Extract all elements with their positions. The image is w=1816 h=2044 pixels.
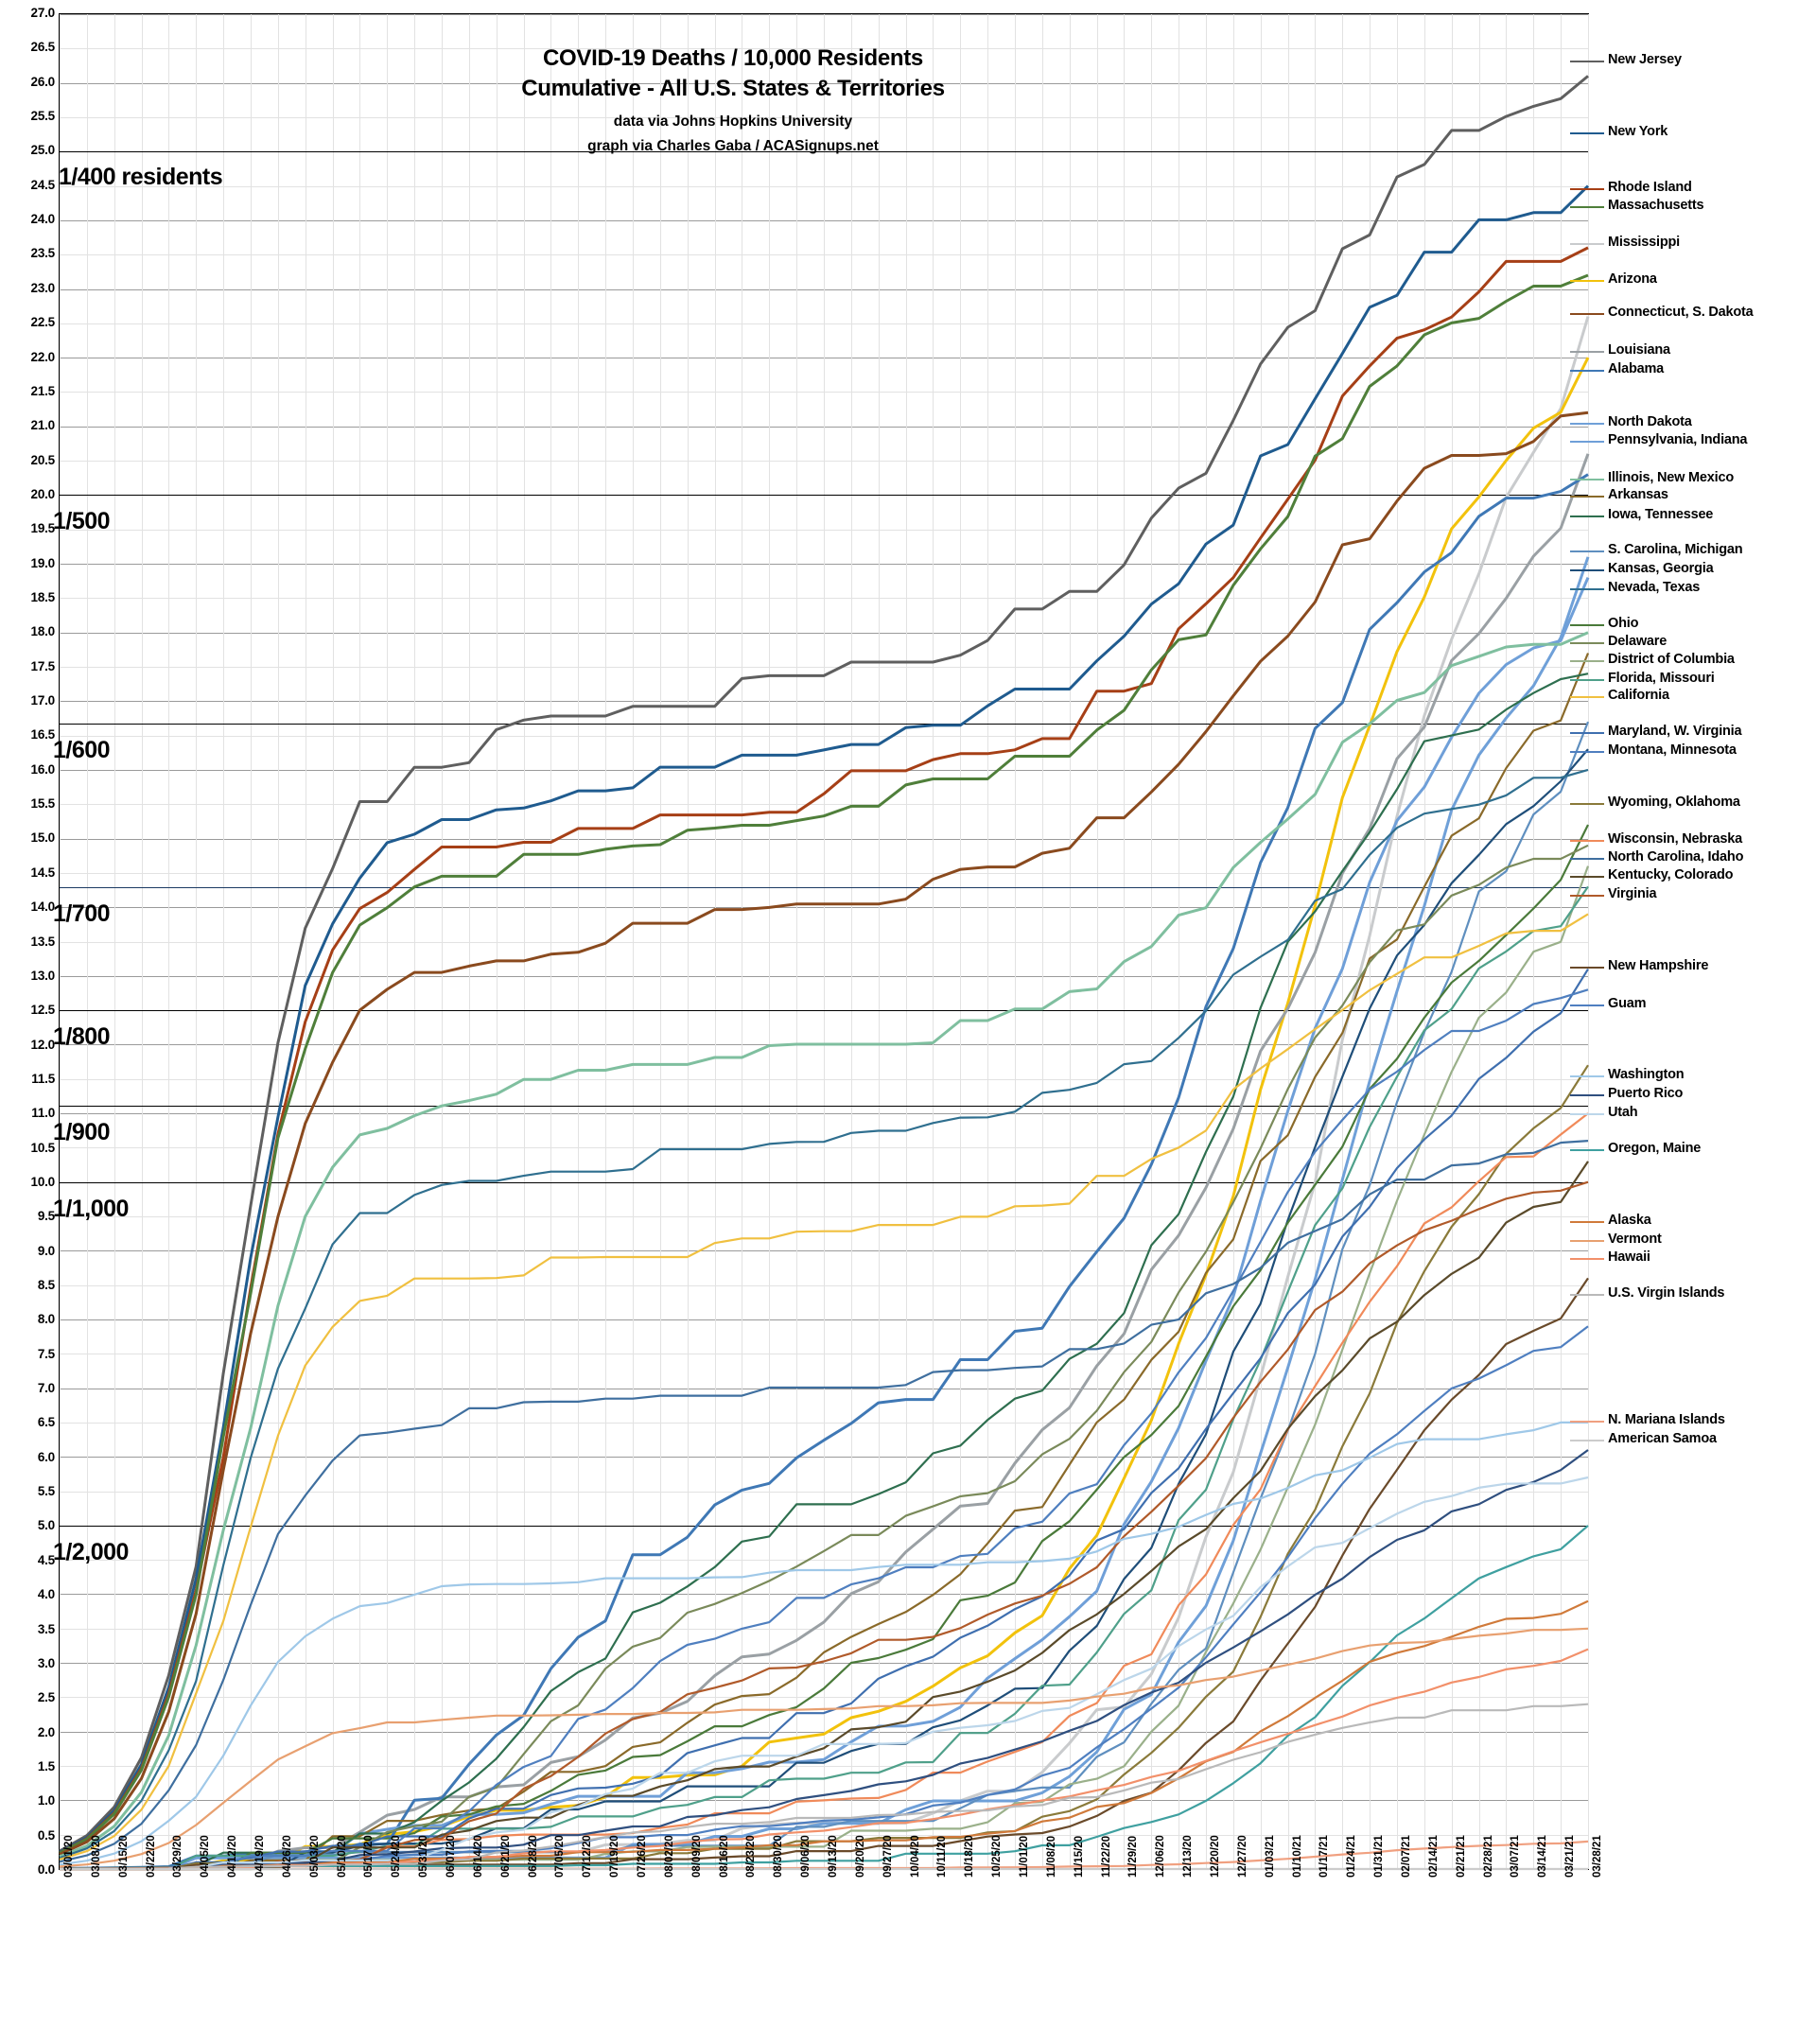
series-label-wisconsin-nebraska: Wisconsin, Nebraska xyxy=(1608,831,1742,847)
series-label-puerto-rico: Puerto Rico xyxy=(1608,1086,1684,1101)
y-tick-label: 11.5 xyxy=(31,1071,55,1086)
x-tick-label: 03/29/20 xyxy=(172,1835,184,1878)
plot-area xyxy=(59,13,1589,1870)
series-label-delaware: Delaware xyxy=(1608,634,1668,649)
series-connector xyxy=(1570,696,1604,698)
series-label-n-mariana-islands: N. Mariana Islands xyxy=(1608,1412,1725,1427)
ratio-annotation: 1/400 residents xyxy=(59,164,223,191)
x-tick-label: 06/07/20 xyxy=(445,1835,457,1878)
x-tick-label: 09/20/20 xyxy=(854,1835,866,1878)
series-connector xyxy=(1570,1440,1604,1441)
y-tick-label: 4.5 xyxy=(37,1552,55,1567)
x-tick-label: 05/24/20 xyxy=(391,1835,403,1878)
y-tick-label: 20.5 xyxy=(30,452,55,467)
y-tick-label: 2.5 xyxy=(37,1690,55,1705)
series-label-wyoming-oklahoma: Wyoming, Oklahoma xyxy=(1608,795,1740,810)
series-connector xyxy=(1570,1113,1604,1115)
y-tick-label: 14.0 xyxy=(30,900,55,915)
ratio-annotation: 1/1,000 xyxy=(53,1195,129,1222)
y-tick-label: 5.0 xyxy=(37,1518,55,1533)
ratio-annotation: 1/800 xyxy=(53,1023,111,1051)
y-tick-label: 17.5 xyxy=(30,658,55,673)
x-tick-label: 03/21/21 xyxy=(1564,1835,1577,1878)
ratio-annotation: 1/700 xyxy=(53,900,111,928)
series-label-virginia: Virginia xyxy=(1608,886,1657,901)
series-label-connecticut-s-dakota: Connecticut, S. Dakota xyxy=(1608,305,1754,320)
y-tick-label: 14.5 xyxy=(30,865,55,880)
chart-subtitle: Cumulative - All U.S. States & Territories xyxy=(521,76,945,101)
series-connector xyxy=(1570,642,1604,644)
series-line xyxy=(60,654,1588,1870)
series-label-oregon-maine: Oregon, Maine xyxy=(1608,1141,1702,1156)
series-label-alaska: Alaska xyxy=(1608,1213,1651,1228)
series-connector xyxy=(1570,370,1604,372)
series-connector xyxy=(1570,1221,1604,1223)
x-tick-label: 02/14/21 xyxy=(1427,1835,1440,1878)
x-tick-label: 02/28/21 xyxy=(1482,1835,1494,1878)
series-line xyxy=(60,76,1588,1851)
y-tick-label: 16.0 xyxy=(30,761,55,777)
series-label-new-jersey: New Jersey xyxy=(1608,52,1682,67)
series-connector xyxy=(1570,479,1604,480)
series-label-illinois-new-mexico: Illinois, New Mexico xyxy=(1608,470,1734,485)
x-tick-label: 04/12/20 xyxy=(227,1835,239,1878)
y-tick-label: 0.5 xyxy=(37,1827,55,1843)
x-tick-label: 08/30/20 xyxy=(773,1835,785,1878)
ratio-annotation: 1/600 xyxy=(53,737,111,764)
series-connector xyxy=(1570,803,1604,805)
x-tick-label: 11/08/20 xyxy=(1045,1835,1057,1878)
series-connector xyxy=(1570,1421,1604,1423)
y-tick-label: 21.5 xyxy=(30,383,55,398)
y-tick-label: 15.5 xyxy=(30,796,55,812)
chart-title-block xyxy=(430,45,1036,155)
series-label-kentucky-colorado: Kentucky, Colorado xyxy=(1608,867,1734,882)
x-tick-label: 11/22/20 xyxy=(1100,1835,1112,1878)
series-connector xyxy=(1570,280,1604,282)
series-line xyxy=(60,1450,1588,1869)
series-label-louisiana: Louisiana xyxy=(1608,342,1670,358)
series-label-arizona: Arizona xyxy=(1608,271,1657,287)
series-connector xyxy=(1570,188,1604,190)
x-tick-label: 05/03/20 xyxy=(308,1835,321,1878)
series-connector xyxy=(1570,1258,1604,1260)
series-label-ohio: Ohio xyxy=(1608,616,1639,631)
series-label-s-carolina-michigan: S. Carolina, Michigan xyxy=(1608,542,1743,557)
series-label-washington: Washington xyxy=(1608,1067,1685,1082)
x-tick-label: 09/13/20 xyxy=(828,1835,839,1878)
series-line xyxy=(60,1113,1588,1869)
series-connector xyxy=(1570,1094,1604,1096)
x-tick-label: 07/19/20 xyxy=(609,1835,621,1878)
series-connector xyxy=(1570,1240,1604,1242)
y-tick-label: 27.0 xyxy=(30,6,55,20)
series-line xyxy=(60,866,1588,1869)
x-tick-label: 05/31/20 xyxy=(418,1835,430,1878)
series-label-new-hampshire: New Hampshire xyxy=(1608,958,1709,973)
y-tick-label: 19.5 xyxy=(30,521,55,536)
series-connector xyxy=(1570,1149,1604,1151)
series-connector xyxy=(1570,351,1604,353)
series-lines xyxy=(60,14,1588,1869)
y-tick-label: 2.0 xyxy=(37,1724,55,1739)
x-tick-label: 12/13/20 xyxy=(1182,1835,1195,1878)
data-source: data via Johns Hopkins University xyxy=(613,114,853,130)
y-tick-label: 5.5 xyxy=(37,1484,55,1499)
y-tick-label: 4.0 xyxy=(37,1587,55,1602)
x-tick-label: 03/07/21 xyxy=(1510,1835,1522,1878)
x-tick-label: 02/21/21 xyxy=(1455,1835,1467,1878)
series-line xyxy=(60,186,1588,1853)
x-tick-label: 09/27/20 xyxy=(882,1835,894,1878)
y-tick-label: 23.0 xyxy=(30,280,55,295)
y-tick-label: 9.0 xyxy=(37,1243,55,1258)
series-connector xyxy=(1570,423,1604,425)
series-label-district-of-columbia: District of Columbia xyxy=(1608,652,1735,667)
x-tick-label: 12/06/20 xyxy=(1155,1835,1167,1878)
y-tick-label: 23.5 xyxy=(30,246,55,261)
y-tick-label: 7.0 xyxy=(37,1381,55,1396)
y-tick-label: 12.0 xyxy=(30,1037,55,1052)
x-tick-label: 03/01/20 xyxy=(63,1835,75,1878)
y-tick-label: 3.5 xyxy=(37,1621,55,1636)
series-label-utah: Utah xyxy=(1608,1105,1638,1120)
series-connector xyxy=(1570,1005,1604,1006)
y-tick-label: 20.0 xyxy=(30,486,55,501)
series-connector xyxy=(1570,61,1604,62)
series-label-arkansas: Arkansas xyxy=(1608,487,1668,502)
series-connector xyxy=(1570,660,1604,662)
series-connector xyxy=(1570,206,1604,208)
y-tick-label: 17.0 xyxy=(30,693,55,708)
x-tick-label: 11/01/20 xyxy=(1019,1835,1030,1878)
x-tick-label: 08/09/20 xyxy=(690,1835,703,1878)
x-tick-label: 10/11/20 xyxy=(936,1835,949,1878)
y-tick-label: 6.5 xyxy=(37,1415,55,1430)
y-tick-label: 12.5 xyxy=(30,1003,55,1018)
x-tick-label: 07/12/20 xyxy=(582,1835,594,1878)
x-tick-label: 01/24/21 xyxy=(1346,1835,1358,1878)
series-label-kansas-georgia: Kansas, Georgia xyxy=(1608,561,1714,576)
y-tick-label: 8.0 xyxy=(37,1312,55,1327)
x-tick-label: 03/28/21 xyxy=(1592,1835,1603,1878)
series-connector xyxy=(1570,550,1604,552)
y-tick-label: 1.5 xyxy=(37,1758,55,1773)
series-connector xyxy=(1570,840,1604,842)
y-tick-label: 16.5 xyxy=(30,727,55,742)
x-tick-label: 10/25/20 xyxy=(991,1835,1004,1878)
series-label-u-s-virgin-islands: U.S. Virgin Islands xyxy=(1608,1285,1725,1301)
series-label-north-dakota: North Dakota xyxy=(1608,414,1692,429)
series-connector xyxy=(1570,858,1604,860)
y-tick-label: 18.0 xyxy=(30,624,55,639)
x-tick-label: 08/23/20 xyxy=(745,1835,758,1878)
series-connector xyxy=(1570,1075,1604,1077)
x-tick-label: 06/28/20 xyxy=(527,1835,539,1878)
x-tick-label: 02/07/21 xyxy=(1401,1835,1412,1878)
series-connector xyxy=(1570,496,1604,498)
x-tick-label: 08/16/20 xyxy=(718,1835,730,1878)
x-tick-label: 05/10/20 xyxy=(336,1835,348,1878)
series-connector xyxy=(1570,441,1604,443)
x-tick-label: 11/15/20 xyxy=(1073,1835,1085,1878)
series-connector xyxy=(1570,967,1604,969)
x-tick-label: 10/04/20 xyxy=(909,1835,921,1878)
series-label-iowa-tennessee: Iowa, Tennessee xyxy=(1608,507,1714,522)
x-tick-label: 07/05/20 xyxy=(554,1835,567,1878)
chart-title: COVID-19 Deaths / 10,000 Residents xyxy=(543,45,923,71)
y-tick-label: 6.0 xyxy=(37,1449,55,1464)
graph-credit: graph via Charles Gaba / ACASignups.net xyxy=(587,138,879,154)
series-connector xyxy=(1570,515,1604,517)
series-line xyxy=(60,412,1588,1854)
series-line xyxy=(60,1423,1588,1864)
x-tick-label: 04/05/20 xyxy=(200,1835,212,1878)
x-tick-label: 01/31/21 xyxy=(1373,1835,1386,1878)
series-label-montana-minnesota: Montana, Minnesota xyxy=(1608,742,1737,758)
series-line xyxy=(60,454,1588,1869)
y-tick-label: 26.5 xyxy=(30,40,55,55)
x-tick-label: 11/29/20 xyxy=(1127,1835,1140,1878)
y-tick-label: 3.0 xyxy=(37,1655,55,1670)
series-label-florida-missouri: Florida, Missouri xyxy=(1608,671,1715,686)
x-tick-label: 12/20/20 xyxy=(1210,1835,1221,1878)
series-connector xyxy=(1570,1294,1604,1296)
series-connector xyxy=(1570,569,1604,571)
series-label-maryland-w-virginia: Maryland, W. Virginia xyxy=(1608,724,1742,739)
series-connector xyxy=(1570,132,1604,134)
x-tick-label: 03/15/20 xyxy=(117,1835,130,1878)
series-line xyxy=(60,248,1588,1853)
ratio-annotation: 1/900 xyxy=(53,1119,111,1146)
ratio-annotation: 1/500 xyxy=(53,507,111,534)
x-tick-label: 03/08/20 xyxy=(90,1835,102,1878)
y-tick-label: 22.0 xyxy=(30,349,55,364)
x-tick-label: 03/14/21 xyxy=(1537,1835,1549,1878)
series-label-mississippi: Mississippi xyxy=(1608,235,1680,250)
x-tick-label: 12/27/20 xyxy=(1236,1835,1248,1878)
series-label-alabama: Alabama xyxy=(1608,361,1665,376)
y-tick-label: 10.0 xyxy=(30,1174,55,1189)
x-tick-label: 06/14/20 xyxy=(472,1835,484,1878)
series-connector xyxy=(1570,895,1604,897)
series-line xyxy=(60,722,1588,1869)
y-tick-label: 18.5 xyxy=(30,589,55,604)
series-label-rhode-island: Rhode Island xyxy=(1608,180,1692,195)
series-label-massachusetts: Massachusetts xyxy=(1608,198,1704,213)
x-tick-label: 07/26/20 xyxy=(637,1835,648,1878)
y-tick-label: 13.0 xyxy=(30,968,55,983)
x-tick-label: 01/10/21 xyxy=(1291,1835,1303,1878)
series-connector xyxy=(1570,624,1604,626)
series-label-new-york: New York xyxy=(1608,124,1668,139)
series-connector xyxy=(1570,679,1604,681)
x-tick-label: 04/26/20 xyxy=(281,1835,293,1878)
series-label-california: California xyxy=(1608,688,1669,703)
series-connector xyxy=(1570,751,1604,753)
series-label-hawaii: Hawaii xyxy=(1608,1249,1650,1265)
series-line xyxy=(60,1278,1588,1869)
series-connector xyxy=(1570,732,1604,734)
x-tick-label: 04/19/20 xyxy=(254,1835,266,1878)
y-tick-label: 11.0 xyxy=(31,1106,55,1121)
y-tick-label: 22.5 xyxy=(30,315,55,330)
series-label-vermont: Vermont xyxy=(1608,1232,1662,1247)
y-tick-label: 26.0 xyxy=(30,74,55,89)
x-tick-label: 06/21/20 xyxy=(499,1835,512,1878)
series-connector xyxy=(1570,588,1604,590)
x-tick-label: 08/02/20 xyxy=(663,1835,675,1878)
y-tick-label: 15.0 xyxy=(30,830,55,846)
x-tick-label: 01/03/21 xyxy=(1264,1835,1276,1878)
series-connector xyxy=(1570,243,1604,245)
series-label-north-carolina-idaho: North Carolina, Idaho xyxy=(1608,849,1744,865)
y-tick-label: 10.5 xyxy=(30,1140,55,1155)
series-label-pennsylvania-indiana: Pennsylvania, Indiana xyxy=(1608,432,1748,447)
y-tick-label: 25.0 xyxy=(30,143,55,158)
x-tick-label: 05/17/20 xyxy=(363,1835,375,1878)
y-tick-label: 0.0 xyxy=(37,1862,55,1877)
series-label-guam: Guam xyxy=(1608,996,1647,1011)
y-tick-label: 1.0 xyxy=(37,1793,55,1808)
y-tick-label: 9.5 xyxy=(37,1209,55,1224)
y-tick-label: 24.0 xyxy=(30,212,55,227)
y-tick-label: 8.5 xyxy=(37,1278,55,1293)
series-label-nevada-texas: Nevada, Texas xyxy=(1608,580,1701,595)
x-tick-label: 03/22/20 xyxy=(145,1835,157,1878)
gridline-vertical xyxy=(1588,14,1589,1869)
y-tick-label: 25.5 xyxy=(30,109,55,124)
y-tick-label: 21.0 xyxy=(30,418,55,433)
series-connector xyxy=(1570,313,1604,315)
ratio-annotation: 1/2,000 xyxy=(53,1539,129,1566)
series-line xyxy=(60,1182,1588,1869)
series-line xyxy=(60,578,1588,1869)
y-tick-label: 13.5 xyxy=(30,934,55,949)
y-tick-label: 7.5 xyxy=(37,1346,55,1361)
x-tick-label: 01/17/21 xyxy=(1318,1835,1331,1878)
x-tick-label: 09/06/20 xyxy=(800,1835,812,1878)
y-tick-label: 24.5 xyxy=(30,177,55,192)
series-label-american-samoa: American Samoa xyxy=(1608,1431,1717,1446)
y-tick-label: 19.0 xyxy=(30,555,55,570)
series-line xyxy=(60,1477,1588,1869)
series-line xyxy=(60,475,1588,1869)
x-tick-label: 10/18/20 xyxy=(964,1835,976,1878)
series-connector xyxy=(1570,876,1604,878)
series-line xyxy=(60,770,1588,1858)
